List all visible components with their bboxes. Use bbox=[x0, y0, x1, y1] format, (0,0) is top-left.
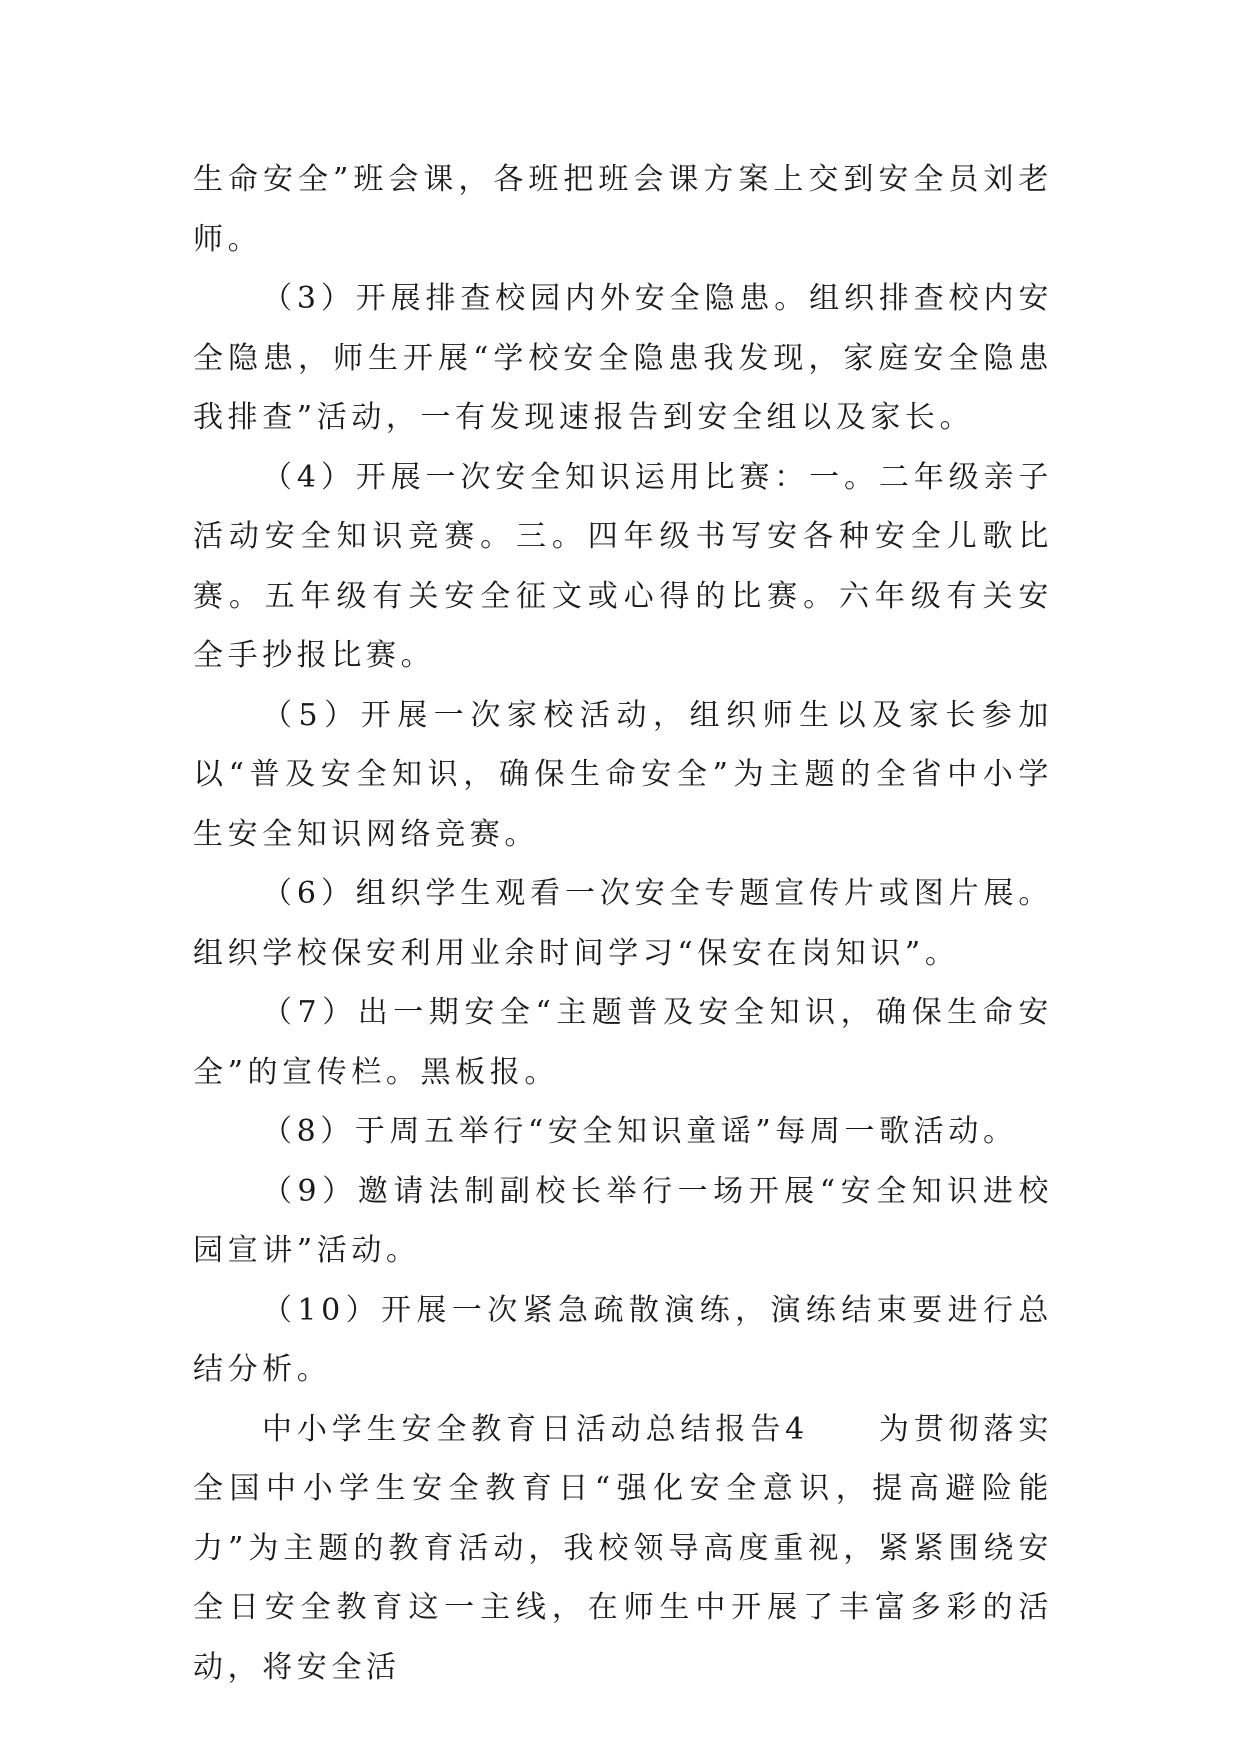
paragraph-3: （5）开展一次家校活动，组织师生以及家长参加以“普及安全知识，确保生命安全”为主题的全省中小学生安全知识网络竞赛。 bbox=[193, 697, 1053, 852]
paragraph-9: 中小学生安全教育日活动总结报告4 为贯彻落实全国中小学生安全教育日“强化安全意识，提高避险能力”为主题的教育活动，我校领导高度重视，紧紧围绕安全日安全教育这一主线，在师生中开展了丰富多彩的活动，将安全活 bbox=[193, 1411, 1053, 1685]
paragraph-8: （10）开展一次紧急疏散演练，演练结束要进行总结分析。 bbox=[193, 1292, 1053, 1387]
paragraph-5: （7）出一期安全“主题普及安全知识，确保生命安全”的宣传栏。黑板报。 bbox=[193, 995, 1053, 1090]
document-body bbox=[193, 150, 1053, 1697]
paragraph-6: （8）于周五举行“安全知识童谣”每周一歌活动。 bbox=[262, 1114, 1018, 1149]
paragraph-4: （6）组织学生观看一次安全专题宣传片或图片展。组织学校保安利用业余时间学习“保安在岗知识”。 bbox=[193, 876, 1053, 971]
paragraph-0: 生命安全”班会课，各班把班会课方案上交到安全员刘老师。 bbox=[193, 162, 1053, 257]
paragraph-1: （3）开展排查校园内外安全隐患。组织排查校内安全隐患，师生开展“学校安全隐患我发现，家庭安全隐患我排查”活动，一有发现速报告到安全组以及家长。 bbox=[193, 281, 1053, 435]
paragraph-2: （4）开展一次安全知识运用比赛：一。二年级亲子活动安全知识竞赛。三。四年级书写安各种安全儿歌比赛。五年级有关安全征文或心得的比赛。六年级有关安全手抄报比赛。 bbox=[193, 459, 1053, 673]
paragraph-7: （9）邀请法制副校长举行一场开展“安全知识进校园宣讲”活动。 bbox=[193, 1173, 1053, 1268]
